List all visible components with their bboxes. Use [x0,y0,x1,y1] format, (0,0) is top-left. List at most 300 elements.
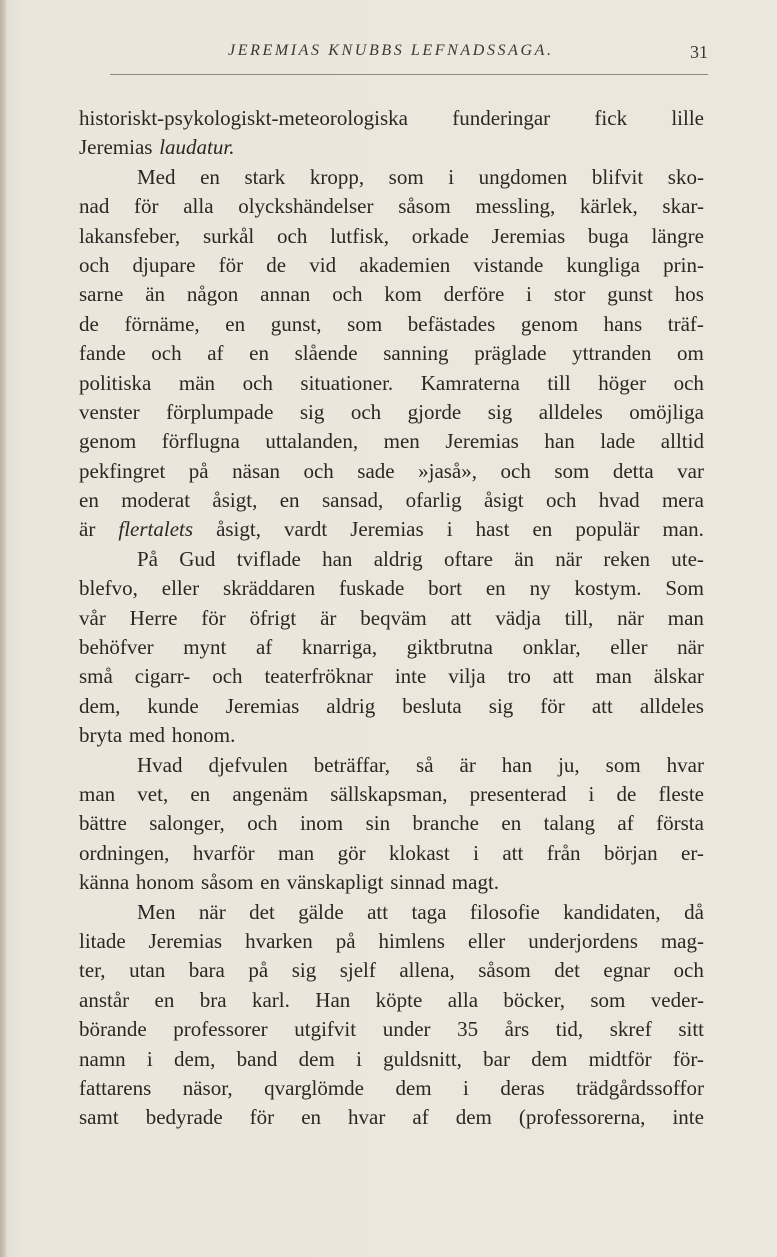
word: och [546,488,577,513]
word: inte [394,664,427,689]
word: besluta [402,693,462,718]
word: bryta [79,723,123,748]
word: guldsnitt, [383,1046,462,1071]
word: en [260,870,280,895]
word: och [242,370,273,395]
word: beträffar, [313,752,391,777]
word: utan [129,958,166,983]
word: sade [357,458,395,483]
word: branche [412,811,479,836]
word: en [485,576,506,601]
word: var [677,458,704,483]
word: och [151,341,182,366]
word: kunde [147,693,199,718]
word: samt [79,1105,119,1130]
page-spine-shadow [0,0,6,1257]
word: fleste [658,781,704,806]
word: genom [79,429,137,454]
word: och [277,223,308,248]
word: skar- [662,194,704,219]
word: annan [260,282,311,307]
word: dem [298,1046,335,1071]
word: åsigt, [216,517,261,542]
word: ungdomen [478,164,568,189]
word: professorer [173,1017,268,1042]
word: af [412,1105,429,1130]
word: en [190,781,211,806]
word: vår [79,605,106,630]
word: gunst, [270,311,322,336]
word: att [591,693,613,718]
word: i [526,282,532,307]
word: och [673,370,704,395]
word: känna [79,870,130,895]
word: ter, [79,958,106,983]
word: funderingar [452,106,551,130]
word: kom [384,282,422,307]
word: och [500,458,531,483]
word: i [146,1046,153,1071]
text-line [79,986,704,1015]
word: fande [79,341,126,366]
word: alldeles [639,693,704,718]
word: sinnad [390,870,446,895]
text-line [79,545,704,574]
page-header [100,40,720,70]
text-line [79,369,704,398]
word: slående [294,341,358,366]
word: Han [315,987,351,1012]
word: blefvo, [79,576,138,601]
word: filosofie [469,899,540,924]
word: sällskapsman, [330,781,448,806]
text-line [79,780,704,809]
word: »jaså», [418,458,478,483]
word: och [212,664,243,689]
word: gunst [607,282,653,307]
word: sansad, [321,488,384,513]
word: skräddaren [222,576,316,601]
text-line [79,839,704,868]
word: Jeremias [79,135,153,160]
word: näsor, [182,1075,233,1100]
word: buga [587,223,629,248]
word: är [459,752,476,777]
text-line [79,868,704,897]
text-line [79,486,704,515]
word: bar [483,1046,510,1071]
word: genom [520,311,579,336]
word: när [555,546,583,571]
word: moderat [121,488,191,513]
word: då [684,899,704,924]
text-line [79,251,704,280]
word: och [303,458,334,483]
word: han [322,546,353,571]
word: stark [244,164,286,189]
word: dem [455,1105,492,1130]
word: hans [603,311,643,336]
word: på [248,958,269,983]
word: och [79,252,110,277]
word: deras [500,1075,545,1100]
text-line [79,1074,704,1103]
word: egnar [603,958,651,983]
word: början [603,840,658,865]
word: aldrig [326,693,376,718]
text-line [79,104,704,133]
word: för [201,605,226,630]
word: längre [651,223,704,248]
word: befästades [407,311,496,336]
word: böcker, [503,987,565,1012]
word: Hvad [137,752,183,777]
word: qvarglömde [264,1075,365,1100]
word: hvarken [245,928,313,953]
word: midtför [588,1046,652,1071]
word: hast [475,517,510,542]
word: tro [507,664,531,689]
text-line [79,310,704,339]
word: af [207,341,224,366]
word: uttalanden, [265,429,359,454]
word: band [236,1046,278,1071]
word: en [279,488,300,513]
word: politiska [79,370,152,395]
word: eller [610,635,648,660]
text-line [79,721,704,750]
text-line [79,398,704,427]
word: lutfisk, [330,223,390,248]
word: man [79,781,116,806]
word: förplumpade [166,399,274,424]
word: kandidaten, [563,899,661,924]
word: såsom [200,870,254,895]
word: till [547,370,571,395]
word: i [463,1075,469,1100]
word: messling, [475,194,556,219]
word: lille [671,106,704,130]
word: att [367,899,389,924]
word: namn [79,1046,126,1071]
text-line [79,222,704,251]
text-line [79,898,704,927]
word: kropp, [309,164,365,189]
word: himlens [378,928,445,953]
word: dem, [173,1046,216,1071]
word: ute- [671,546,704,571]
word: prin- [663,252,704,277]
word: som [388,164,424,189]
word: cigarr- [134,664,191,689]
word: till, [564,605,594,630]
word: pekfingret [79,458,166,483]
word: Jeremias [148,928,223,953]
word: för [218,252,244,277]
word: sin [365,811,391,836]
word: höger [598,370,647,395]
word: en [532,517,553,542]
word: de [266,252,287,277]
word: Herre [129,605,178,630]
word: teaterfröknar [264,664,373,689]
word: som [347,311,383,336]
word: en [200,164,220,189]
word: allena, [399,958,455,983]
word: vet, [137,781,169,806]
word: en [501,811,522,836]
word: på [188,458,209,483]
word: öfrigt [249,605,297,630]
word: venster [79,399,140,424]
word: lakansfeber, [79,223,181,248]
word: hvar [348,1105,386,1130]
word: han [544,429,575,454]
word: veder- [650,987,704,1012]
word: skref [609,1017,652,1042]
word: och [350,399,382,424]
word: Jeremias [445,429,519,454]
word: er- [681,840,704,865]
word: som [554,458,590,483]
word: (professorerna, [518,1105,646,1130]
word: små [79,664,113,689]
text-line [79,604,704,633]
word: reken [603,546,651,571]
word: kärlek, [579,194,638,219]
word: och [673,958,704,983]
word: Jeremias [491,223,566,248]
word: när [617,605,644,630]
word: åsigt, [212,488,258,513]
word: inte [672,1105,704,1130]
text-line [79,633,704,662]
word: knarriga, [301,635,378,660]
word: hvad [598,488,640,513]
word: beqväm [360,605,427,630]
word: nad [79,194,110,219]
word: träf- [667,311,704,336]
text-line [79,751,704,780]
word: utgifvit [294,1017,357,1042]
word: älskar [653,664,704,689]
word: litade [79,928,126,953]
word: af [617,811,634,836]
text-line [79,1045,704,1074]
header-rule [110,74,708,75]
text-line [79,427,704,456]
word: Som [665,576,704,601]
word: ny [529,576,551,601]
text-line [79,192,704,221]
word: aldrig [373,546,423,571]
word: är [79,517,96,542]
word: som [605,752,641,777]
word: män [178,370,216,395]
word: vänskapligt [286,870,384,895]
word: Men [137,899,176,924]
word: surkål [202,223,255,248]
word: hvar [666,752,704,777]
word: fattarens [79,1075,152,1100]
word: när [198,899,226,924]
word: han [501,752,533,777]
word: sitt [678,1017,704,1042]
word: historiskt-psykologiskt-meteorologiska [79,106,408,130]
word: när [677,635,704,660]
word: under [382,1017,431,1042]
word: honom. [171,723,236,748]
word: dem [395,1075,432,1100]
word: förnäme, [124,311,200,336]
word: än [145,282,166,307]
word: behöfver [79,635,154,660]
word: honom [135,870,195,895]
word: mera [661,488,704,513]
text-line [79,280,704,309]
word: köpte [375,987,423,1012]
word: näsan [232,458,280,483]
word: man. [662,517,704,542]
word: sig [291,958,317,983]
word: sko- [667,164,704,189]
text-line [79,133,704,162]
word: På [137,546,158,571]
word: olyckshändelser [238,194,374,219]
word: derföre [443,282,505,307]
word: i [448,164,455,189]
word: fick [594,106,628,130]
word: af [255,635,273,660]
word: att [450,605,472,630]
word: anstår [79,987,130,1012]
word: vädja [495,605,541,630]
word: såsom [398,194,451,219]
italic-word: laudatur. [159,135,235,160]
word: vardt [284,517,328,542]
word: eller [467,928,506,953]
word: Kamraterna [420,370,520,395]
word: sjelf [339,958,376,983]
word: detta [612,458,654,483]
word: i [446,517,453,542]
word: 35 [457,1017,479,1042]
word: magt. [451,870,500,895]
word: sig [488,693,514,718]
word: i [356,1046,362,1071]
word: hvarför [192,840,255,865]
word: för- [672,1046,704,1071]
word: en [79,488,99,513]
word: man [667,605,704,630]
word: i [588,781,595,806]
word: alltid [660,429,704,454]
word: situationer. [300,370,394,395]
word: alla [447,987,479,1012]
word: man [595,664,632,689]
word: att [502,840,524,865]
word: djefvulen [208,752,288,777]
word: Gud [179,546,216,571]
word: alldeles [538,399,603,424]
word: djupare [132,252,196,277]
word: första [656,811,704,836]
word: taga [411,899,447,924]
word: en [301,1105,322,1130]
word: presenterad [469,781,567,806]
word: och [332,282,363,307]
word: ofarlig [405,488,462,513]
word: sarne [79,282,124,307]
word: orkade [411,223,469,248]
word: präglade [474,341,547,366]
word: mynt [183,635,227,660]
word: från [546,840,581,865]
word: för [540,693,565,718]
text-line [79,457,704,486]
word: dem, [79,693,121,718]
word: populär [575,517,640,542]
word: på [335,928,356,953]
word: förflugna [161,429,240,454]
word: än [514,546,535,571]
word: bedyrade [145,1105,223,1130]
word: och [247,811,278,836]
word: lade [600,429,636,454]
text-line [79,574,704,603]
word: angenäm [232,781,309,806]
word: sanning [383,341,449,366]
word: bort [428,576,462,601]
body-text [79,104,704,1133]
text-line [79,956,704,985]
word: bra [199,987,227,1012]
word: Med [137,164,176,189]
word: underjordens [528,928,638,953]
text-line [79,927,704,956]
word: som [590,987,626,1012]
word: giktbrutna [406,635,493,660]
word: bättre [79,811,127,836]
word: hos [674,282,704,307]
text-line [79,1015,704,1044]
word: alla [183,194,214,219]
word: mag- [660,928,704,953]
word: i [473,840,479,865]
word: för [134,194,159,219]
word: så [416,752,434,777]
word: eller [161,576,200,601]
word: omöjliga [629,399,704,424]
word: att [552,664,574,689]
word: börande [79,1017,147,1042]
word: vilja [448,664,486,689]
word: akademien [359,252,451,277]
word: talang [543,811,595,836]
text-line [79,662,704,691]
word: inom [299,811,344,836]
text-line [79,1103,704,1132]
word: bara [188,958,225,983]
word: kungliga [566,252,641,277]
word: någon [186,282,239,307]
word: vistande [473,252,544,277]
word: vid [309,252,337,277]
word: klokast [389,840,450,865]
word: tviflade [236,546,301,571]
text-line [79,163,704,192]
word: års [504,1017,530,1042]
